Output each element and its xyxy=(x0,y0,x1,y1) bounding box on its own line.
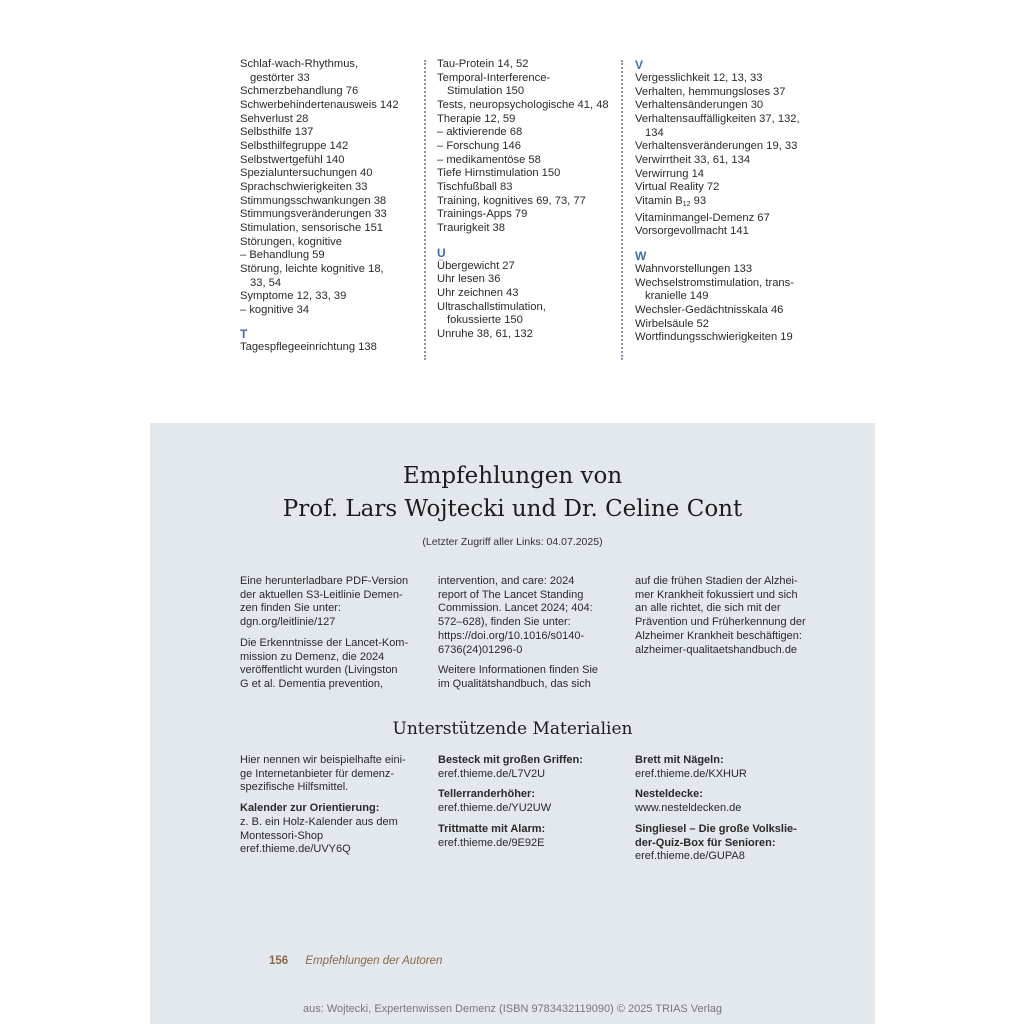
index-entry-line: Wechsler-Gedächtnisskala 46 xyxy=(635,303,784,316)
text-line: G et al. Dementia prevention, xyxy=(240,677,384,690)
text-line: zen finden Sie unter: xyxy=(240,602,341,615)
index-entry-line: Vitamin $B_{12}$ 93 xyxy=(635,194,707,208)
material-line: Hier nennen wir beispielhafte eini- xyxy=(240,754,406,766)
index-entry-line: Störung, leichte kognitive 18, xyxy=(240,262,384,275)
index-entry-line: Stimmungsveränderungen 33 xyxy=(240,208,387,221)
index-entry xyxy=(635,72,820,86)
index-entry-line: Temporal-Interference- xyxy=(437,71,551,84)
index-entry-line: Selbsthilfe 137 xyxy=(240,126,314,139)
index-entry xyxy=(437,195,617,209)
index-entry-line: Verhalten, hemmungsloses 37 xyxy=(635,85,786,98)
index-entry xyxy=(437,99,617,113)
text-line: Alzheimer Krankheit beschäftigen: xyxy=(635,629,802,642)
index-entry xyxy=(635,331,820,345)
material-line: eref.thieme.de/KXHUR xyxy=(635,767,747,780)
page-number: 156 xyxy=(269,955,289,967)
source-credit: aus: Wojtecki, Expertenwissen Demenz (ISBN 9783432119090) © 2025 TRIAS Verlag xyxy=(303,1003,722,1015)
index-entry-line: Tagespflegeeinrichtung 138 xyxy=(240,341,377,354)
index-entry xyxy=(635,113,820,140)
index-entry-line: Ultraschallstimulation, xyxy=(437,300,546,313)
index-entry-line: Tau-Protein 14, 52 xyxy=(437,58,529,70)
index-letter-heading: T xyxy=(240,327,248,342)
text-line: alzheimer-qualitaetshandbuch.de xyxy=(635,643,798,656)
index-entry-line: Schwerbehindertenausweis 142 xyxy=(240,98,399,111)
index-entry-line: Selbsthilfegruppe 142 xyxy=(240,139,349,152)
index-entry xyxy=(437,167,617,181)
index-entry-line: Tischfußball 83 xyxy=(437,180,513,193)
material-line: z. B. ein Holz-Kalender aus dem xyxy=(240,815,398,828)
materials-column-2 xyxy=(438,754,623,857)
text-line: mission zu Demenz, die 2024 xyxy=(240,650,385,663)
index-entry xyxy=(437,328,617,342)
index-entry xyxy=(635,140,820,154)
index-entry xyxy=(240,140,420,154)
text-line: veröffentlicht wurden (Livingston xyxy=(240,664,398,677)
recommendations-title xyxy=(150,460,875,526)
index-entry xyxy=(437,58,617,72)
recommendation-column-3 xyxy=(635,575,825,664)
index-entry xyxy=(240,236,420,250)
index-entry-line: Tests, neuropsychologische 41, 48 xyxy=(437,98,609,111)
column-divider xyxy=(621,60,623,360)
index-entry xyxy=(635,99,820,113)
text-line: dgn.org/leitlinie/127 xyxy=(240,616,336,629)
paragraph xyxy=(438,664,618,691)
material-heading: Brett mit Nägeln: xyxy=(635,754,724,766)
index-entry-line: Stimmungsschwankungen 38 xyxy=(240,194,387,207)
text-line: an alle richtet, die sich mit der xyxy=(635,602,781,615)
running-title: Empfehlungen der Autoren xyxy=(305,955,443,967)
index-entry xyxy=(437,72,617,99)
material-item xyxy=(240,802,425,857)
material-line: www.nesteldecken.de xyxy=(635,802,742,815)
index-entry-line: Schlaf-wach-Rhythmus, xyxy=(240,58,359,70)
index-entry-line: Symptome 12, 33, 39 xyxy=(240,290,347,303)
index-entry xyxy=(240,126,420,140)
material-heading: Nesteldecke: xyxy=(635,788,703,801)
index-entry xyxy=(635,195,820,212)
index-entry xyxy=(240,181,420,195)
material-line: eref.thieme.de/YU2UW xyxy=(438,802,552,815)
index-entry xyxy=(635,154,820,168)
text-line: Eine herunterladbare PDF-Version xyxy=(240,575,409,587)
index-entry-line: Verhaltensveränderungen 19, 33 xyxy=(635,140,798,153)
index-entry-line: Verhaltensauffälligkeiten 37, 132, xyxy=(635,112,800,125)
index-entry xyxy=(437,260,617,274)
material-line: ge Internetanbieter für demenz- xyxy=(240,767,395,780)
index-entry-line: – kognitive 34 xyxy=(240,303,310,316)
index-entry xyxy=(437,126,617,140)
index-entry-line: Wechselstromstimulation, trans- xyxy=(635,276,794,289)
index-entry-line: Wortfindungsschwierigkeiten 19 xyxy=(635,331,793,344)
index-entry-line: Sprachschwierigkeiten 33 xyxy=(240,180,368,193)
index-letter-heading: V xyxy=(635,58,644,72)
material-line: spezifische Hilfsmittel. xyxy=(240,781,349,794)
index-column-3 xyxy=(635,58,820,345)
index-entry-line: – Forschung 146 xyxy=(437,139,521,152)
index-entry xyxy=(635,263,820,277)
recommendations-panel xyxy=(150,423,875,1024)
index-entry-line: Traurigkeit 38 xyxy=(437,221,505,234)
index-entry xyxy=(437,222,617,236)
text-line: der aktuellen S3-Leitlinie Demen- xyxy=(240,588,403,601)
index-entry xyxy=(437,154,617,168)
index-entry xyxy=(240,154,420,168)
material-heading: der-Quiz-Box für Senioren: xyxy=(635,836,776,849)
index-entry-line: Störungen, kognitive xyxy=(240,235,342,248)
material-item xyxy=(635,754,825,781)
index-entry-line: Verwirrtheit 33, 61, 134 xyxy=(635,153,751,166)
index-letter-heading: U xyxy=(437,245,446,260)
material-line: Montessori-Shop xyxy=(240,829,324,842)
index-entry-line: Virtual Reality 72 xyxy=(635,181,720,194)
index-entry xyxy=(437,208,617,222)
text-line: mer Krankheit fokussiert und sich xyxy=(635,588,798,601)
index-entry xyxy=(240,341,420,355)
materials-subtitle: Unterstützende Materialien xyxy=(392,719,633,739)
index-entry-line: Verwirrung 14 xyxy=(635,167,705,180)
index-entry-line: Selbstwertgefühl 140 xyxy=(240,153,345,166)
index-entry xyxy=(240,208,420,222)
index-entry xyxy=(437,273,617,287)
index-entry-line: Schmerzbehandlung 76 xyxy=(240,85,359,98)
index-entry xyxy=(240,58,420,85)
material-line: eref.thieme.de/GUPA8 xyxy=(635,850,745,863)
index-entry-line: Uhr lesen 36 xyxy=(437,273,501,286)
text-line: im Qualitätshandbuch, das sich xyxy=(438,677,591,690)
text-line: auf die frühen Stadien der Alzhei- xyxy=(635,575,798,587)
index-entry xyxy=(635,225,820,239)
index-entry-line: – Behandlung 59 xyxy=(240,249,325,262)
index-entry-line: Verhaltensänderungen 30 xyxy=(635,99,764,112)
index-column-2 xyxy=(437,58,617,341)
index-entry xyxy=(635,304,820,318)
material-line: eref.thieme.de/UVY6Q xyxy=(240,843,351,856)
text-line: 572–628), finden Sie unter: xyxy=(438,616,571,629)
title-line-2: Prof. Lars Wojtecki und Dr. Celine Cont xyxy=(282,496,743,522)
material-heading: Besteck mit großen Griffen: xyxy=(438,754,583,766)
index-entry-line: Stimulation, sensorische 151 xyxy=(240,221,384,234)
book-index xyxy=(240,58,820,363)
material-line: eref.thieme.de/L7V2U xyxy=(438,767,546,780)
text-line: intervention, and care: 2024 xyxy=(438,575,575,587)
text-line: Weitere Informationen finden Sie xyxy=(438,664,598,677)
paragraph xyxy=(635,575,825,657)
index-entry-line: kranielle 149 xyxy=(645,290,709,303)
text-line: Prävention und Früherkennung der xyxy=(635,616,806,629)
index-entry-line: – aktivierende 68 xyxy=(437,126,523,139)
index-letter-heading: W xyxy=(635,248,647,263)
text-line: Commission. Lancet 2024; 404: xyxy=(438,602,593,615)
text-line: Die Erkenntnisse der Lancet-Kom- xyxy=(240,636,409,649)
index-entry-line: Therapie 12, 59 xyxy=(437,112,516,125)
index-entry-line: Training, kognitives 69, 73, 77 xyxy=(437,194,586,207)
index-entry-line: fokussierte 150 xyxy=(447,314,523,327)
text-line: report of The Lancet Standing xyxy=(438,588,584,601)
index-entry-line: Übergewicht 27 xyxy=(437,259,515,272)
index-entry xyxy=(635,212,820,226)
index-entry-line: Vorsorgevollmacht 141 xyxy=(635,225,749,238)
material-heading: Trittmatte mit Alarm: xyxy=(438,822,546,835)
materials-column-1 xyxy=(240,754,425,864)
index-entry xyxy=(240,222,420,236)
material-item xyxy=(635,788,825,815)
material-item xyxy=(635,823,825,864)
index-entry xyxy=(240,85,420,99)
index-entry-line: Wirbelsäule 52 xyxy=(635,317,709,330)
text-line: https://doi.org/10.1016/s0140- xyxy=(438,629,585,642)
index-entry xyxy=(437,140,617,154)
recommendation-column-2 xyxy=(438,575,618,699)
index-entry-line: Vergesslichkeit 12, 13, 33 xyxy=(635,72,763,84)
material-heading: Singliesel – Die große Volkslie- xyxy=(635,822,797,835)
index-entry-line: Stimulation 150 xyxy=(447,85,525,98)
index-entry-line: Vitaminmangel-Demenz 67 xyxy=(635,211,770,224)
material-item xyxy=(438,754,623,781)
index-entry-line: Tiefe Hirnstimulation 150 xyxy=(437,167,561,180)
index-entry xyxy=(437,113,617,127)
index-entry xyxy=(437,301,617,328)
index-entry-line: Spezialuntersuchungen 40 xyxy=(240,167,373,180)
index-entry-line: – medikamentöse 58 xyxy=(437,153,541,166)
material-item xyxy=(438,823,623,850)
index-entry-line: Unruhe 38, 61, 132 xyxy=(437,327,533,340)
material-item xyxy=(240,754,425,795)
text-line: 6736(24)01296-0 xyxy=(438,643,523,656)
index-entry-line: 33, 54 xyxy=(250,276,282,289)
material-heading: Kalender zur Orientierung: xyxy=(240,802,380,815)
index-entry xyxy=(240,249,420,263)
index-entry xyxy=(437,287,617,301)
subscript: 12 xyxy=(682,200,691,208)
index-entry xyxy=(240,263,420,290)
materials-column-3 xyxy=(635,754,825,871)
index-entry-line: 134 xyxy=(645,126,664,139)
material-item xyxy=(438,788,623,815)
index-column-1 xyxy=(240,58,420,355)
recommendation-column-1 xyxy=(240,575,420,699)
column-divider xyxy=(424,60,426,360)
index-entry xyxy=(240,99,420,113)
index-entry xyxy=(635,318,820,332)
index-entry xyxy=(240,304,420,318)
index-entry-line: Sehverlust 28 xyxy=(240,112,309,125)
index-entry xyxy=(635,277,820,304)
page-footer xyxy=(269,955,442,967)
index-entry xyxy=(635,181,820,195)
index-entry xyxy=(240,290,420,304)
paragraph xyxy=(240,575,420,630)
index-entry-line: gestörter 33 xyxy=(250,71,310,84)
index-entry xyxy=(635,168,820,182)
index-entry-line: Wahnvorstellungen 133 xyxy=(635,262,753,275)
index-entry xyxy=(437,181,617,195)
index-entry xyxy=(240,195,420,209)
access-date-note: (Letzter Zugriff aller Links: 04.07.2025) xyxy=(422,536,603,548)
index-entry xyxy=(635,86,820,100)
index-entry xyxy=(240,113,420,127)
paragraph xyxy=(438,575,618,657)
index-entry xyxy=(240,167,420,181)
index-entry-line: Uhr zeichnen 43 xyxy=(437,286,519,299)
material-line: eref.thieme.de/9E92E xyxy=(438,836,545,849)
title-line-1: Empfehlungen von xyxy=(402,463,623,489)
paragraph xyxy=(240,637,420,692)
index-entry-line: Trainings-Apps 79 xyxy=(437,208,528,221)
material-heading: Tellerranderhöher: xyxy=(438,788,535,801)
